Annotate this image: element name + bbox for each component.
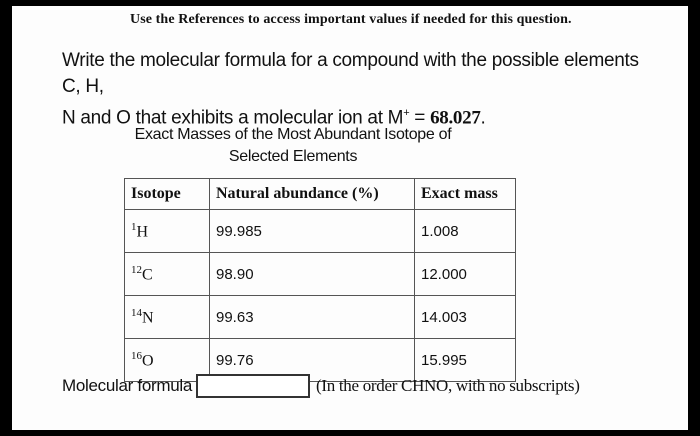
abundance-cell: 99.63: [210, 296, 415, 339]
isotope-table: [124, 178, 516, 382]
molecular-formula-label: Molecular formula: [62, 376, 193, 395]
isotope-cell: $^1$H: [125, 210, 210, 253]
table-caption: Exact Masses of the Most Abundant Isotope of Selected Elements: [134, 126, 452, 165]
answer-hint: (In the order CHNO, with no subscripts): [316, 376, 580, 395]
question-line-2: N and O that exhibits a molecular ion at M+ = 68.027.: [62, 107, 486, 129]
references-note[interactable]: Use the References to access important values if needed for this question.: [130, 12, 572, 27]
isotope-cell: $^{12}$C: [125, 253, 210, 296]
isotope-cell: $^{16}$O: [125, 339, 210, 382]
table-row: [125, 296, 516, 339]
abundance-cell: 99.76: [210, 339, 415, 382]
exact-mass-cell: 12.000: [415, 253, 516, 296]
exact-mass-cell: 15.995: [415, 339, 516, 382]
header-abundance: Natural abundance (%): [210, 179, 415, 210]
molecular-ion-value: 68.027: [430, 107, 481, 129]
question-text: [62, 48, 662, 131]
exact-mass-cell: 14.003: [415, 296, 516, 339]
table-header-row: [125, 179, 516, 210]
abundance-cell: 99.985: [210, 210, 415, 253]
answer-row: [62, 374, 580, 398]
table-row: [125, 210, 516, 253]
question-panel: [12, 6, 688, 430]
table-row: [125, 253, 516, 296]
question-line-1: Write the molecular formula for a compound with the possible elements C, H,: [62, 50, 639, 97]
isotope-cell: $^{14}$N: [125, 296, 210, 339]
exact-mass-cell: 1.008: [415, 210, 516, 253]
header-exact-mass: Exact mass: [415, 179, 516, 210]
molecular-formula-input[interactable]: [196, 374, 310, 398]
abundance-cell: 98.90: [210, 253, 415, 296]
header-isotope: Isotope: [125, 179, 210, 210]
